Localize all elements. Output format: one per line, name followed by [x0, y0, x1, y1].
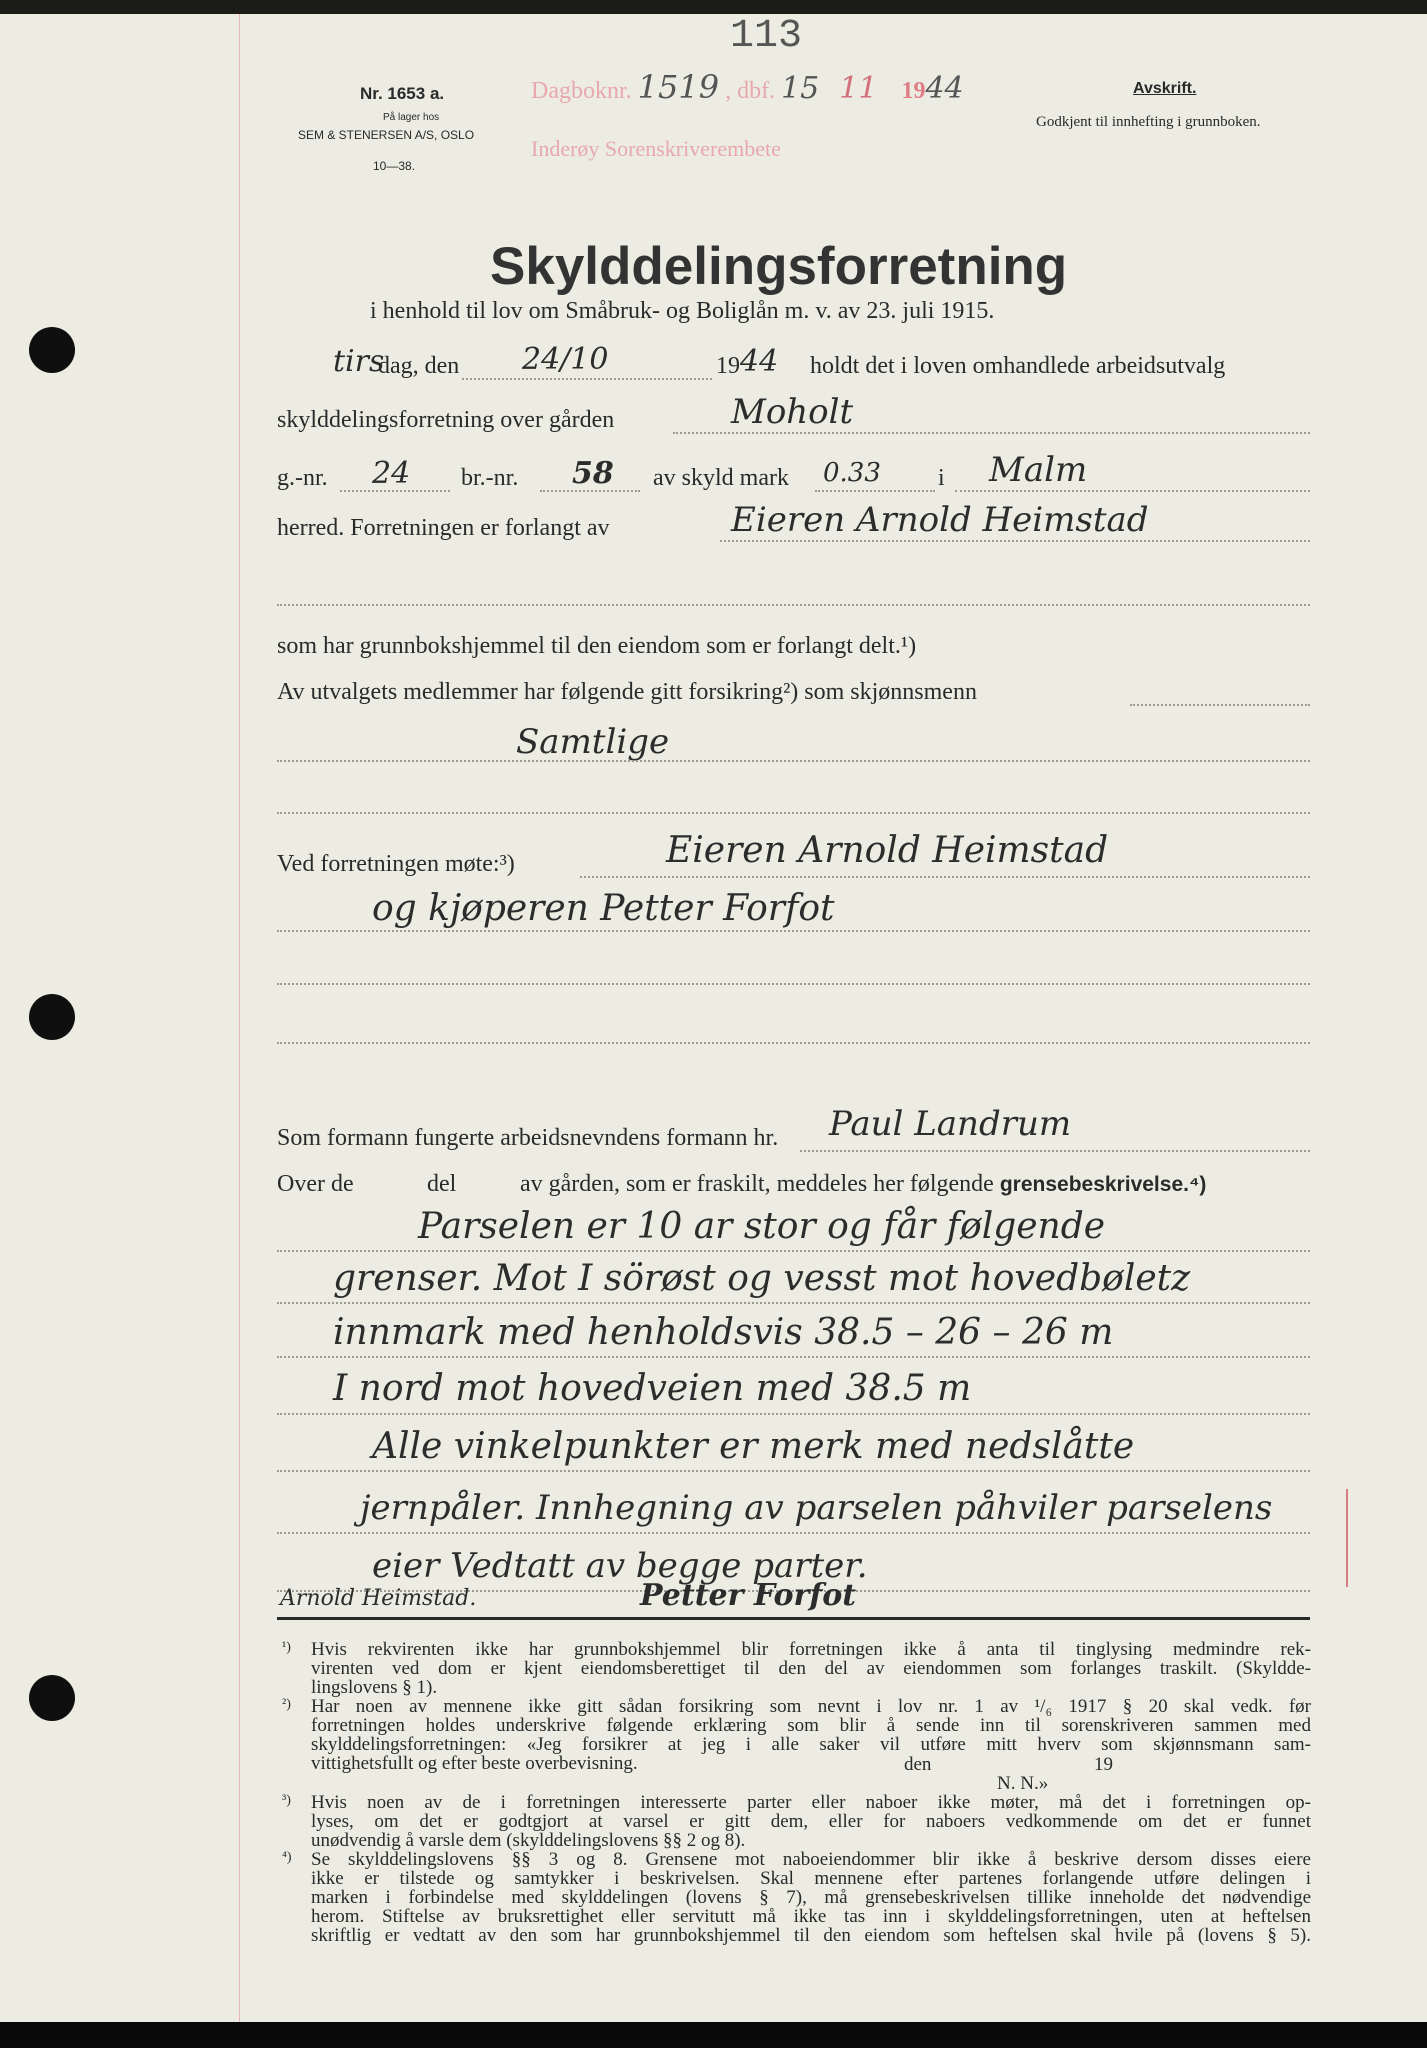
red-margin-line: [239, 14, 240, 2022]
form-number: Nr. 1653 a.: [360, 84, 445, 103]
formann-label: Som formann fungerte arbeidsnevndens formann hr.: [277, 1125, 779, 1151]
stamp-day: 15: [781, 71, 820, 106]
blank-line: [277, 604, 1310, 606]
dbf-label: , dbf.: [725, 78, 776, 104]
footnote-line: ikke er tilstede og samtykker i beskrivelsen. Skal mennene efter partenes forlangende utføre delingen i: [311, 1868, 1311, 1889]
date-value: 24/10: [522, 342, 609, 377]
grensebeskrivelse-label: grensebeskrivelse.⁴): [999, 1173, 1207, 1196]
description-rule: [277, 1470, 1310, 1472]
footnote-line: lyses, om det er godtgjort at varsel er gitt dem, eller for naboers vedkommende om det er funnet: [311, 1811, 1311, 1832]
description-rule: [277, 1250, 1310, 1252]
footnote-den: den: [904, 1754, 932, 1775]
description-rule: [277, 1302, 1310, 1304]
description-line: grenser. Mot I sörøst og vesst mot hovedbøletz: [333, 1258, 1191, 1299]
dagbok-number: 1519: [637, 68, 720, 106]
bnr-value: 58: [572, 456, 614, 491]
document-title: Skylddelingsforretning: [490, 237, 1068, 296]
over-rest-text: av gården, som er fraskilt, meddeles her følgende: [520, 1171, 994, 1197]
requested-by-line: [720, 540, 1310, 542]
punch-hole: [29, 327, 75, 373]
scan-bottom-border: [0, 2022, 1427, 2048]
i-label: i: [938, 465, 945, 491]
godkjent-note: Godkjent til innhefting i grunnboken.: [1036, 114, 1261, 130]
utvalg-line: Av utvalgets medlemmer har følgende gitt forsikring²) som skjønnsmenn: [277, 679, 977, 705]
avskrift-label: Avskrift.: [1133, 80, 1197, 97]
footnote-line: Hvis noen av de i forretningen interesserte parter eller naboer ikke møter, må det i forretningen op-: [311, 1792, 1311, 1813]
skjonnsmenn-value: Samtlige: [516, 722, 670, 762]
date-field-line: [462, 378, 712, 380]
dagbok-label: Dagboknr.: [531, 78, 632, 104]
footnote-year: 19: [1094, 1754, 1113, 1775]
scan-top-border: [0, 0, 1427, 14]
municipality-field-line: [955, 490, 1310, 492]
footnote-nn: N. N.»: [997, 1773, 1049, 1794]
description-line: eier Vedtatt av begge parter.: [372, 1546, 868, 1586]
year-printed: 19: [716, 353, 740, 379]
mote-field-line: [580, 876, 1310, 878]
over-rest: [520, 1170, 1206, 1199]
skyld-value: 0.33: [823, 458, 881, 488]
description-rule: [277, 1532, 1310, 1534]
blank-line: [277, 1042, 1310, 1044]
formann-field-line: [800, 1150, 1310, 1152]
blank-line: [277, 812, 1310, 814]
mote-field-line2: [277, 930, 1310, 932]
footnote-number: ¹): [282, 1640, 291, 1655]
description-rule: [277, 1356, 1310, 1358]
day-label: dag, den: [378, 353, 460, 379]
footnote-number: ⁴): [282, 1850, 292, 1865]
document-subtitle: i henhold til lov om Småbruk- og Boliglån m. v. av 23. juli 1915.: [370, 298, 995, 324]
stamp-year-suffix: 44: [925, 71, 964, 106]
mote-line2: og kjøperen Petter Forfot: [372, 888, 835, 929]
footnote-line: unødvendig å varsle dem (skylddelingslovens §§ 2 og 8).: [311, 1830, 746, 1851]
stamp-month: 11: [839, 71, 878, 106]
description-line: I nord mot hovedveien med 38.5 m: [333, 1368, 972, 1409]
footnote-line: virenten ved dom er kjent eiendomsberettiget til den del av eiendommen som forlanges traskilt. (Skyldde-: [311, 1658, 1311, 1679]
footnote-line: Se skylddelingslovens §§ 3 og 8. Grensene mot naboeiendommer blir ikke å beskrive dersom disses eiere: [311, 1849, 1311, 1870]
bnr-label: br.-nr.: [461, 465, 519, 491]
description-line: Alle vinkelpunkter er merk med nedslåtte: [372, 1426, 1135, 1467]
publisher-line2: SEM & STENERSEN A/S, OSLO: [298, 128, 475, 142]
day-prefix: tirs: [333, 344, 385, 379]
requested-by: Eieren Arnold Heimstad: [731, 500, 1149, 540]
farm-label: skylddelingsforretning over gården: [277, 407, 615, 433]
mote-line1: Eieren Arnold Heimstad: [666, 830, 1109, 871]
description-line: jernpåler. Innhegning av parselen påhviler parselens: [360, 1488, 1273, 1528]
footnote-number: ³): [282, 1793, 291, 1808]
red-bracket-mark: [1346, 1489, 1348, 1587]
publisher-line1: På lager hos: [383, 112, 440, 123]
description-rule: [277, 1413, 1310, 1415]
herred-label: herred. Forretningen er forlangt av: [277, 515, 610, 541]
signature-seller: Arnold Heimstad.: [280, 1586, 477, 1611]
footnote-line: Har noen av mennene ikke gitt sådan forsikring som nevnt i lov nr. 1 av ¹/₆ 1917 § 20 skal vedk. før: [311, 1696, 1311, 1717]
blank-line: [277, 983, 1310, 985]
description-line: Parselen er 10 ar stor og får følgende: [418, 1206, 1106, 1247]
grunnbok-line: som har grunnbokshjemmel til den eiendom som er forlangt delt.¹): [277, 633, 917, 659]
municipality: Malm: [989, 450, 1088, 490]
footnote-number: ²): [282, 1697, 291, 1712]
signature-rule: [277, 1617, 1310, 1620]
dagbok-stamp: [531, 68, 964, 106]
signature-buyer: Petter Forfot: [640, 1578, 857, 1613]
farm-field-line: [673, 432, 1310, 434]
description-line: innmark med henholdsvis 38.5 – 26 – 26 m: [333, 1312, 1114, 1353]
skyld-field-line: [815, 490, 935, 492]
farm-name: Moholt: [731, 392, 854, 432]
punch-hole: [29, 994, 75, 1040]
footnote-line: lingslovens § 1).: [311, 1677, 438, 1698]
over-de-label: Over de: [277, 1171, 354, 1197]
del-label: del: [427, 1171, 457, 1197]
stamp-office: Inderøy Sorenskriverembete: [531, 136, 781, 161]
footnote-line: forretningen holdes underskrive følgende erklæring som blir å sende inn til sorenskriveren sammen med: [311, 1715, 1311, 1736]
footnote-line: skylddelingsforretningen: «Jeg forsikrer at jeg i alle saker vil utføre mitt hverv som skjønnsmann sam-: [311, 1734, 1311, 1755]
page-number: 113: [730, 14, 803, 59]
footnote-line: Hvis rekvirenten ikke har grunnbokshjemmel blir forretningen ikke å anta til tinglysing medmindre rek-: [311, 1639, 1311, 1660]
gnr-label: g.-nr.: [277, 465, 328, 491]
gnr-value: 24: [372, 456, 411, 491]
skjonnsmenn-line: [277, 760, 1310, 762]
footnote-line: marken i forbindelse med skylddelingen (lovens § 7), må grensebeskrivelsen tillike inneholde det nødvendige: [311, 1887, 1311, 1908]
formann-name: Paul Landrum: [829, 1104, 1072, 1144]
mote-label: Ved forretningen møte:³): [277, 851, 515, 877]
utvalg-field-line: [1130, 704, 1310, 706]
stamp-year-prefix: 19: [901, 78, 926, 104]
footnote-line: herom. Stiftelse av bruksrettighet eller servitutt må ikke tas inn i skylddelingsforretningen, uten at heftelsen: [311, 1906, 1311, 1927]
year-written: 44: [740, 344, 779, 379]
footnote-line: skriftlig er vedtatt av den som har grunnbokshjemmel til den eiendom som heftelsen skal hvile på (lovens § 5).: [311, 1925, 1311, 1946]
line1-text: holdt det i loven omhandlede arbeidsutvalg: [810, 353, 1226, 379]
skyld-label: av skyld mark: [653, 465, 789, 491]
punch-hole: [29, 1675, 75, 1721]
print-code: 10—38.: [373, 159, 416, 173]
footnote-line: vittighetsfullt og efter beste overbevisning.: [311, 1753, 638, 1774]
